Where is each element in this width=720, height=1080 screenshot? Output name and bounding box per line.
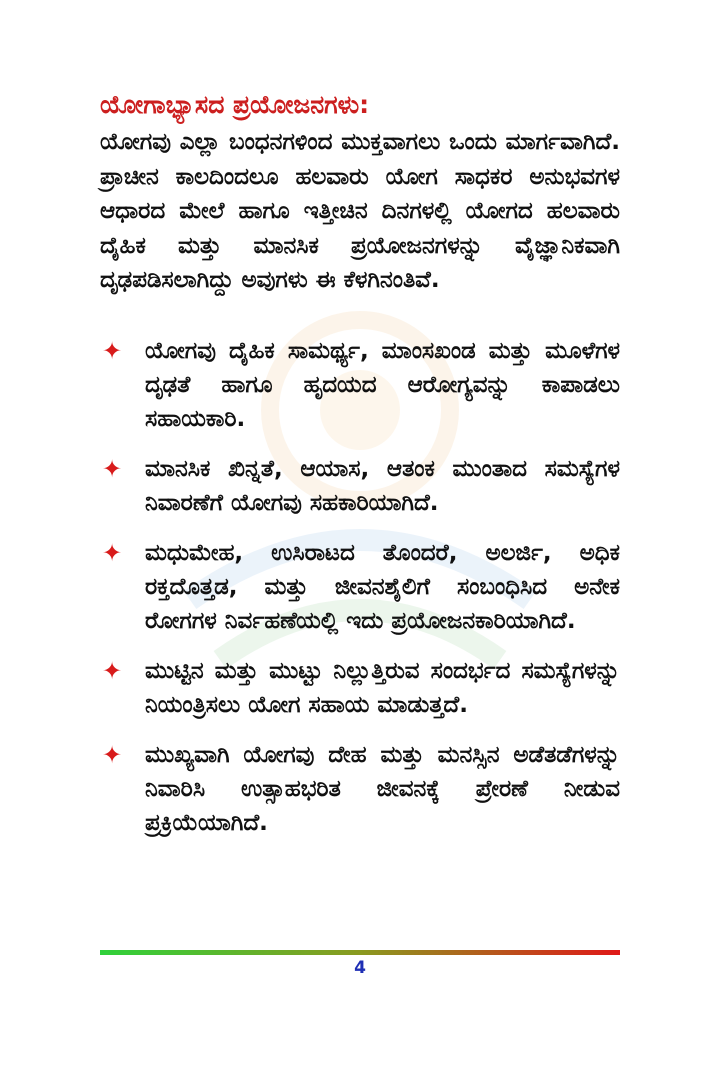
- list-item-text: ಯೋಗವು ದೈಹಿಕ ಸಾಮರ್ಥ್ಯ, ಮಾಂಸಖಂಡ ಮತ್ತು ಮೂಳೆಗಳ ದೃಢತೆ ಹಾಗೂ ಹೃದಯದ ಆರೋಗ್ಯವನ್ನು ಕಾಪಾಡಲು ಸಹಾಯಕಾರಿ.: [145, 338, 620, 432]
- list-item: [100, 738, 620, 840]
- star-bullet-icon: ✦: [102, 657, 123, 685]
- list-item-text: ಮಧುಮೇಹ, ಉಸಿರಾಟದ ತೊಂದರೆ, ಅಲರ್ಜಿ, ಅಧಿಕ ರಕ್ತದೊತ್ತಡ, ಮತ್ತು ಜೀವನಶೈಲಿಗೆ ಸಂಬಂಧಿಸಿದ ಅನೇಕ ರೋಗಗಳ ನಿರ್ವಹಣೆಯಲ್ಲಿ ಇದು ಪ್ರಯೋಜನಕಾರಿಯಾಗಿದೆ.: [145, 540, 620, 634]
- list-item: [100, 654, 620, 722]
- benefits-list: [100, 334, 620, 856]
- list-item: [100, 536, 620, 638]
- star-bullet-icon: ✦: [102, 741, 123, 769]
- section-heading: ಯೋಗಾಭ್ಯಾಸದ ಪ್ರಯೋಜನಗಳು:: [100, 90, 370, 119]
- page-number: 4: [354, 958, 366, 978]
- footer-gradient-rule: [100, 950, 620, 955]
- intro-paragraph: ಯೋಗವು ಎಲ್ಲಾ ಬಂಧನಗಳಿಂದ ಮುಕ್ತವಾಗಲು ಒಂದು ಮಾರ್ಗವಾಗಿದೆ. ಪ್ರಾಚೀನ ಕಾಲದಿಂದಲೂ ಹಲವಾರು ಯೋಗ ಸಾಧಕರ ಅನುಭವಗಳ ಆಧಾರದ ಮೇಲೆ ಹಾಗೂ ಇತ್ತೀಚಿನ ದಿನಗಳಲ್ಲಿ ಯೋಗದ ಹಲವಾರು ದೈಹಿಕ ಮತ್ತು ಮಾನಸಿಕ ಪ್ರಯೋಜನಗಳನ್ನು ವೈಜ್ಞಾನಿಕವಾಗಿ ದೃಢಪಡಿಸಲಾಗಿದ್ದು ಅವುಗಳು ಈ ಕೆಳಗಿನಂತಿವೆ.: [100, 129, 620, 293]
- list-item-text: ಮಾನಸಿಕ ಖಿನ್ನತೆ, ಆಯಾಸ, ಆತಂಕ ಮುಂತಾದ ಸಮಸ್ಯೆಗಳ ನಿವಾರಣೆಗೆ ಯೋಗವು ಸಹಕಾರಿಯಾಗಿದೆ.: [145, 456, 620, 516]
- list-item-text: ಮುಖ್ಯವಾಗಿ ಯೋಗವು ದೇಹ ಮತ್ತು ಮನಸ್ಸಿನ ಅಡೆತಡೆಗಳನ್ನು ನಿವಾರಿಸಿ ಉತ್ಸಾಹಭರಿತ ಜೀವನಕ್ಕೆ ಪ್ರೇರಣೆ ನೀಡುವ ಪ್ರಕ್ರಿಯೆಯಾಗಿದೆ.: [145, 742, 620, 836]
- star-bullet-icon: ✦: [102, 455, 123, 483]
- list-item-text: ಮುಟ್ಟಿನ ಮತ್ತು ಮುಟ್ಟು ನಿಲ್ಲುತ್ತಿರುವ ಸಂದರ್ಭದ ಸಮಸ್ಯೆಗಳನ್ನು ನಿಯಂತ್ರಿಸಲು ಯೋಗ ಸಹಾಯ ಮಾಡುತ್ತದೆ.: [145, 658, 620, 718]
- list-item: [100, 334, 620, 436]
- star-bullet-icon: ✦: [102, 539, 123, 567]
- star-bullet-icon: ✦: [102, 337, 123, 365]
- list-item: [100, 452, 620, 520]
